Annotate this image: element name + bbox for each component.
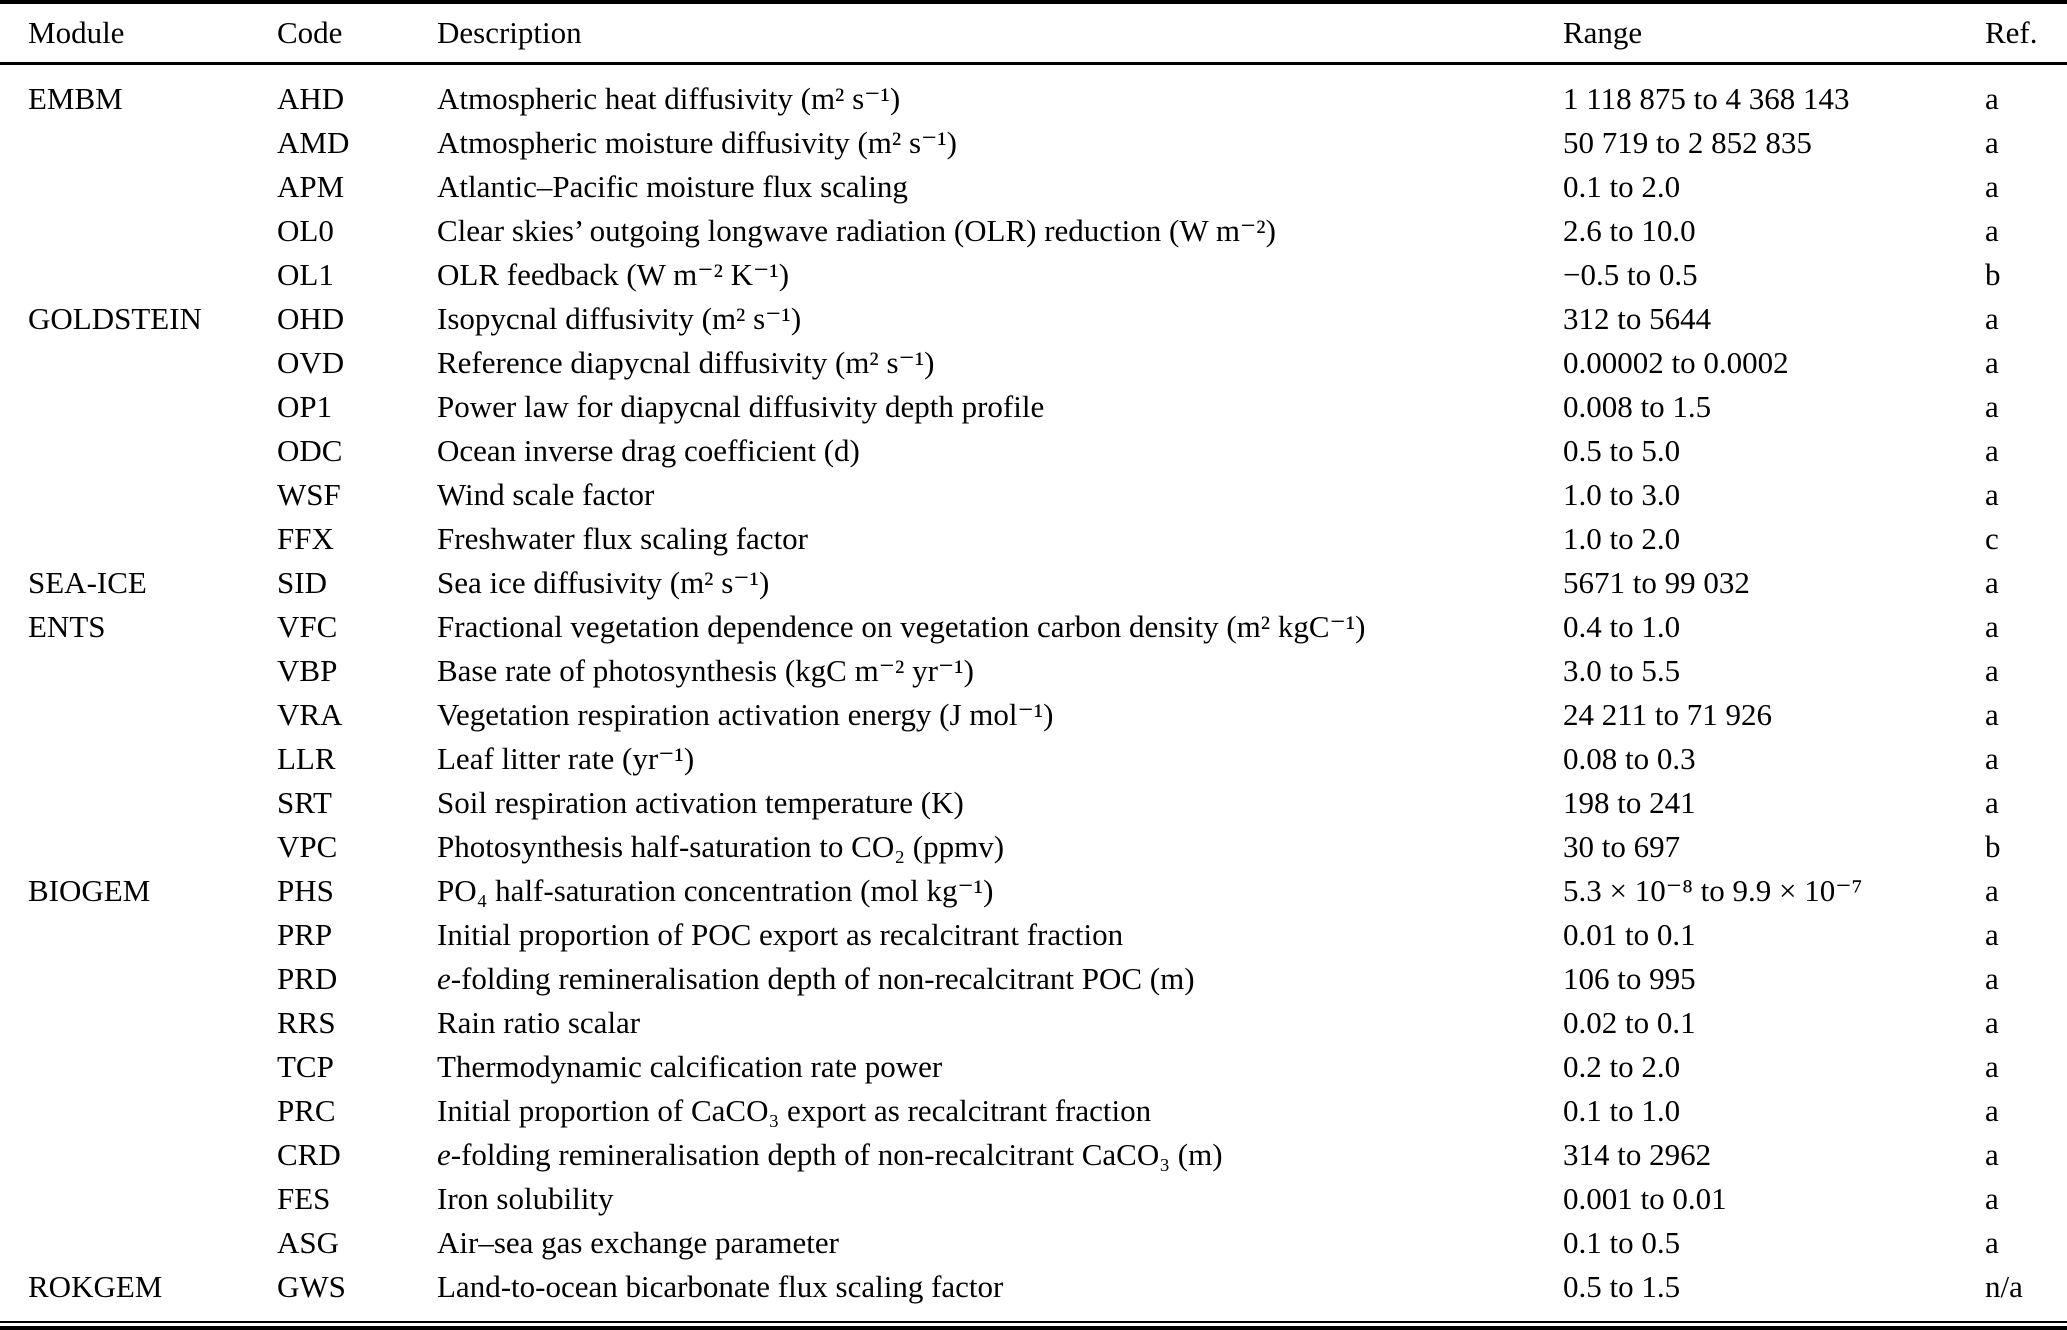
range-cell: −0.5 to 0.5 — [1563, 257, 1698, 292]
ref-cell: b — [1985, 829, 2001, 864]
table-row — [0, 209, 2067, 253]
table-row — [0, 121, 2067, 165]
ref-cell: a — [1985, 169, 1999, 204]
range-cell: 1 118 875 to 4 368 143 — [1563, 81, 1850, 116]
ref-cell: a — [1985, 741, 1999, 776]
module-cell — [0, 473, 277, 517]
code-cell: AHD — [277, 81, 345, 116]
range-cell: 0.5 to 5.0 — [1563, 433, 1681, 468]
description-cell: Clear skies’ outgoing longwave radiation (OLR) reduction (W m⁻²) — [437, 213, 1276, 248]
table-row — [0, 64, 2067, 122]
range-cell: 3.0 to 5.5 — [1563, 653, 1681, 688]
header-ref: Ref. — [1985, 4, 2067, 64]
table-row — [0, 605, 2067, 649]
ref-cell: a — [1985, 917, 1999, 952]
code-cell: SRT — [277, 785, 332, 820]
ref-cell: a — [1985, 653, 1999, 688]
module-cell — [0, 737, 277, 781]
range-cell: 0.2 to 2.0 — [1563, 1049, 1681, 1084]
module-cell — [0, 1221, 277, 1265]
description-cell: Wind scale factor — [437, 477, 655, 512]
ref-cell: a — [1985, 1137, 1999, 1172]
description-cell: Ocean inverse drag coefficient (d) — [437, 433, 860, 468]
module-cell — [0, 957, 277, 1001]
description-cell: Sea ice diffusivity (m² s⁻¹) — [437, 565, 770, 600]
description-cell: Leaf litter rate (yr⁻¹) — [437, 741, 695, 776]
code-cell: ODC — [277, 433, 343, 468]
module-cell: ENTS — [28, 609, 106, 644]
code-cell: VRA — [277, 697, 343, 732]
table-row — [0, 473, 2067, 517]
ref-cell: a — [1985, 697, 1999, 732]
description-cell: Reference diapycnal diffusivity (m² s⁻¹) — [437, 345, 935, 380]
ref-cell: a — [1985, 477, 1999, 512]
ref-cell: n/a — [1985, 1269, 2023, 1304]
table-row — [0, 429, 2067, 473]
description-cell: Atmospheric heat diffusivity (m² s⁻¹) — [437, 81, 901, 116]
module-cell — [0, 517, 277, 561]
ref-cell: a — [1985, 1225, 1999, 1260]
module-cell — [0, 165, 277, 209]
description-cell: Freshwater flux scaling factor — [437, 521, 809, 556]
table-row — [0, 1133, 2067, 1177]
header-code: Code — [277, 4, 437, 64]
table-body — [0, 64, 2067, 1310]
description-cell: Atlantic–Pacific moisture flux scaling — [437, 169, 908, 204]
module-cell — [0, 913, 277, 957]
code-cell: PRD — [277, 961, 338, 996]
header-range: Range — [1563, 4, 1985, 64]
range-cell: 24 211 to 71 926 — [1563, 697, 1772, 732]
table-row — [0, 561, 2067, 605]
code-cell: PHS — [277, 873, 334, 908]
header-module: Module — [0, 4, 277, 64]
table-header — [0, 4, 2067, 64]
code-cell: TCP — [277, 1049, 334, 1084]
range-cell: 50 719 to 2 852 835 — [1563, 125, 1812, 160]
description-cell: Vegetation respiration activation energy (J mol⁻¹) — [437, 697, 1054, 732]
ref-cell: a — [1985, 345, 1999, 380]
module-cell: BIOGEM — [28, 873, 151, 908]
range-cell: 5.3 × 10⁻⁸ to 9.9 × 10⁻⁷ — [1563, 873, 1863, 908]
range-cell: 314 to 2962 — [1563, 1137, 1712, 1172]
code-cell: OL1 — [277, 257, 334, 292]
module-cell — [0, 781, 277, 825]
code-cell: VBP — [277, 653, 338, 688]
table-row — [0, 1045, 2067, 1089]
description-cell: Thermodynamic calcification rate power — [437, 1049, 943, 1084]
description-cell: Initial proportion of POC export as recalcitrant fraction — [437, 917, 1124, 952]
header-row — [0, 4, 2067, 64]
range-cell: 312 to 5644 — [1563, 301, 1712, 336]
table-row — [0, 253, 2067, 297]
range-cell: 0.00002 to 0.0002 — [1563, 345, 1789, 380]
module-cell: SEA-ICE — [28, 565, 147, 600]
code-cell: LLR — [277, 741, 336, 776]
module-cell — [0, 825, 277, 869]
table-row — [0, 517, 2067, 561]
description-cell: e-folding remineralisation depth of non-recalcitrant POC (m) — [437, 961, 1195, 996]
module-cell — [0, 385, 277, 429]
ref-cell: a — [1985, 301, 1999, 336]
code-cell: VFC — [277, 609, 338, 644]
module-cell: ROKGEM — [28, 1269, 163, 1304]
range-cell: 198 to 241 — [1563, 785, 1696, 820]
module-cell: EMBM — [28, 81, 123, 116]
code-cell: VPC — [277, 829, 338, 864]
module-cell — [0, 341, 277, 385]
range-cell: 1.0 to 2.0 — [1563, 521, 1681, 556]
ref-cell: b — [1985, 257, 2001, 292]
range-cell: 0.1 to 1.0 — [1563, 1093, 1681, 1128]
description-cell: Air–sea gas exchange parameter — [437, 1225, 839, 1260]
code-cell: CRD — [277, 1137, 341, 1172]
range-cell: 30 to 697 — [1563, 829, 1681, 864]
code-cell: FFX — [277, 521, 334, 556]
ref-cell: a — [1985, 1181, 1999, 1216]
module-cell — [0, 121, 277, 165]
range-cell: 5671 to 99 032 — [1563, 565, 1750, 600]
description-cell: Rain ratio scalar — [437, 1005, 641, 1040]
table-row — [0, 1221, 2067, 1265]
module-cell — [0, 649, 277, 693]
description-cell: Isopycnal diffusivity (m² s⁻¹) — [437, 301, 802, 336]
description-cell: OLR feedback (W m⁻² K⁻¹) — [437, 257, 790, 292]
module-cell — [0, 253, 277, 297]
code-cell: ASG — [277, 1225, 340, 1260]
table-row — [0, 649, 2067, 693]
ref-cell: a — [1985, 1049, 1999, 1084]
description-cell: Base rate of photosynthesis (kgC m⁻² yr⁻¹) — [437, 653, 974, 688]
table-row — [0, 781, 2067, 825]
ref-cell: a — [1985, 565, 1999, 600]
table-row — [0, 825, 2067, 869]
header-description: Description — [437, 4, 1563, 64]
ref-cell: c — [1985, 521, 1999, 556]
ref-cell: a — [1985, 873, 1999, 908]
range-cell: 0.008 to 1.5 — [1563, 389, 1712, 424]
description-cell: Iron solubility — [437, 1181, 614, 1216]
table-row — [0, 341, 2067, 385]
code-cell: FES — [277, 1181, 331, 1216]
code-cell: GWS — [277, 1269, 346, 1304]
module-cell — [0, 1045, 277, 1089]
range-cell: 2.6 to 10.0 — [1563, 213, 1696, 248]
code-cell: AMD — [277, 125, 350, 160]
table-row — [0, 869, 2067, 913]
code-cell: WSF — [277, 477, 341, 512]
code-cell: OL0 — [277, 213, 334, 248]
table-row — [0, 165, 2067, 209]
range-cell: 0.5 to 1.5 — [1563, 1269, 1681, 1304]
code-cell: OVD — [277, 345, 345, 380]
description-cell: e-folding remineralisation depth of non-recalcitrant CaCO₃ (m) — [437, 1137, 1223, 1172]
table-row — [0, 1089, 2067, 1133]
range-cell: 0.02 to 0.1 — [1563, 1005, 1696, 1040]
description-cell: PO₄ half-saturation concentration (mol kg⁻¹) — [437, 873, 994, 908]
module-cell — [0, 1001, 277, 1045]
description-cell: Power law for diapycnal diffusivity depth profile — [437, 389, 1045, 424]
range-cell: 0.001 to 0.01 — [1563, 1181, 1727, 1216]
ref-cell: a — [1985, 81, 1999, 116]
ref-cell: a — [1985, 125, 1999, 160]
description-cell: Atmospheric moisture diffusivity (m² s⁻¹) — [437, 125, 957, 160]
description-cell: Photosynthesis half-saturation to CO₂ (ppmv) — [437, 829, 1005, 864]
code-cell: PRC — [277, 1093, 336, 1128]
table-row — [0, 957, 2067, 1001]
table-row — [0, 385, 2067, 429]
ref-cell: a — [1985, 1093, 1999, 1128]
code-cell: APM — [277, 169, 345, 204]
description-cell: Initial proportion of CaCO₃ export as recalcitrant fraction — [437, 1093, 1152, 1128]
description-cell: Land-to-ocean bicarbonate flux scaling factor — [437, 1269, 1004, 1304]
table-row — [0, 1001, 2067, 1045]
ref-cell: a — [1985, 389, 1999, 424]
module-cell — [0, 1133, 277, 1177]
parameters-table — [0, 4, 2067, 1309]
module-cell — [0, 1089, 277, 1133]
ref-cell: a — [1985, 785, 1999, 820]
table-bottom-rule-thick — [0, 1326, 2067, 1330]
ref-cell: a — [1985, 609, 1999, 644]
table-row — [0, 1265, 2067, 1309]
code-cell: SID — [277, 565, 327, 600]
table-row — [0, 693, 2067, 737]
table-row — [0, 1177, 2067, 1221]
code-cell: OHD — [277, 301, 345, 336]
module-cell: GOLDSTEIN — [28, 301, 202, 336]
range-cell: 0.4 to 1.0 — [1563, 609, 1681, 644]
code-cell: PRP — [277, 917, 333, 952]
range-cell: 1.0 to 3.0 — [1563, 477, 1681, 512]
code-cell: RRS — [277, 1005, 336, 1040]
range-cell: 106 to 995 — [1563, 961, 1696, 996]
module-cell — [0, 693, 277, 737]
range-cell: 0.1 to 0.5 — [1563, 1225, 1681, 1260]
ref-cell: a — [1985, 961, 1999, 996]
description-cell: Soil respiration activation temperature (K) — [437, 785, 964, 820]
ref-cell: a — [1985, 433, 1999, 468]
range-cell: 0.08 to 0.3 — [1563, 741, 1696, 776]
table-row — [0, 913, 2067, 957]
ref-cell: a — [1985, 1005, 1999, 1040]
ref-cell: a — [1985, 213, 1999, 248]
description-cell: Fractional vegetation dependence on vegetation carbon density (m² kgC⁻¹) — [437, 609, 1366, 644]
table-row — [0, 737, 2067, 781]
range-cell: 0.01 to 0.1 — [1563, 917, 1696, 952]
table-bottom-rule-thin — [0, 1321, 2067, 1323]
module-cell — [0, 209, 277, 253]
module-cell — [0, 1177, 277, 1221]
code-cell: OP1 — [277, 389, 333, 424]
range-cell: 0.1 to 2.0 — [1563, 169, 1681, 204]
module-cell — [0, 429, 277, 473]
table-row — [0, 297, 2067, 341]
